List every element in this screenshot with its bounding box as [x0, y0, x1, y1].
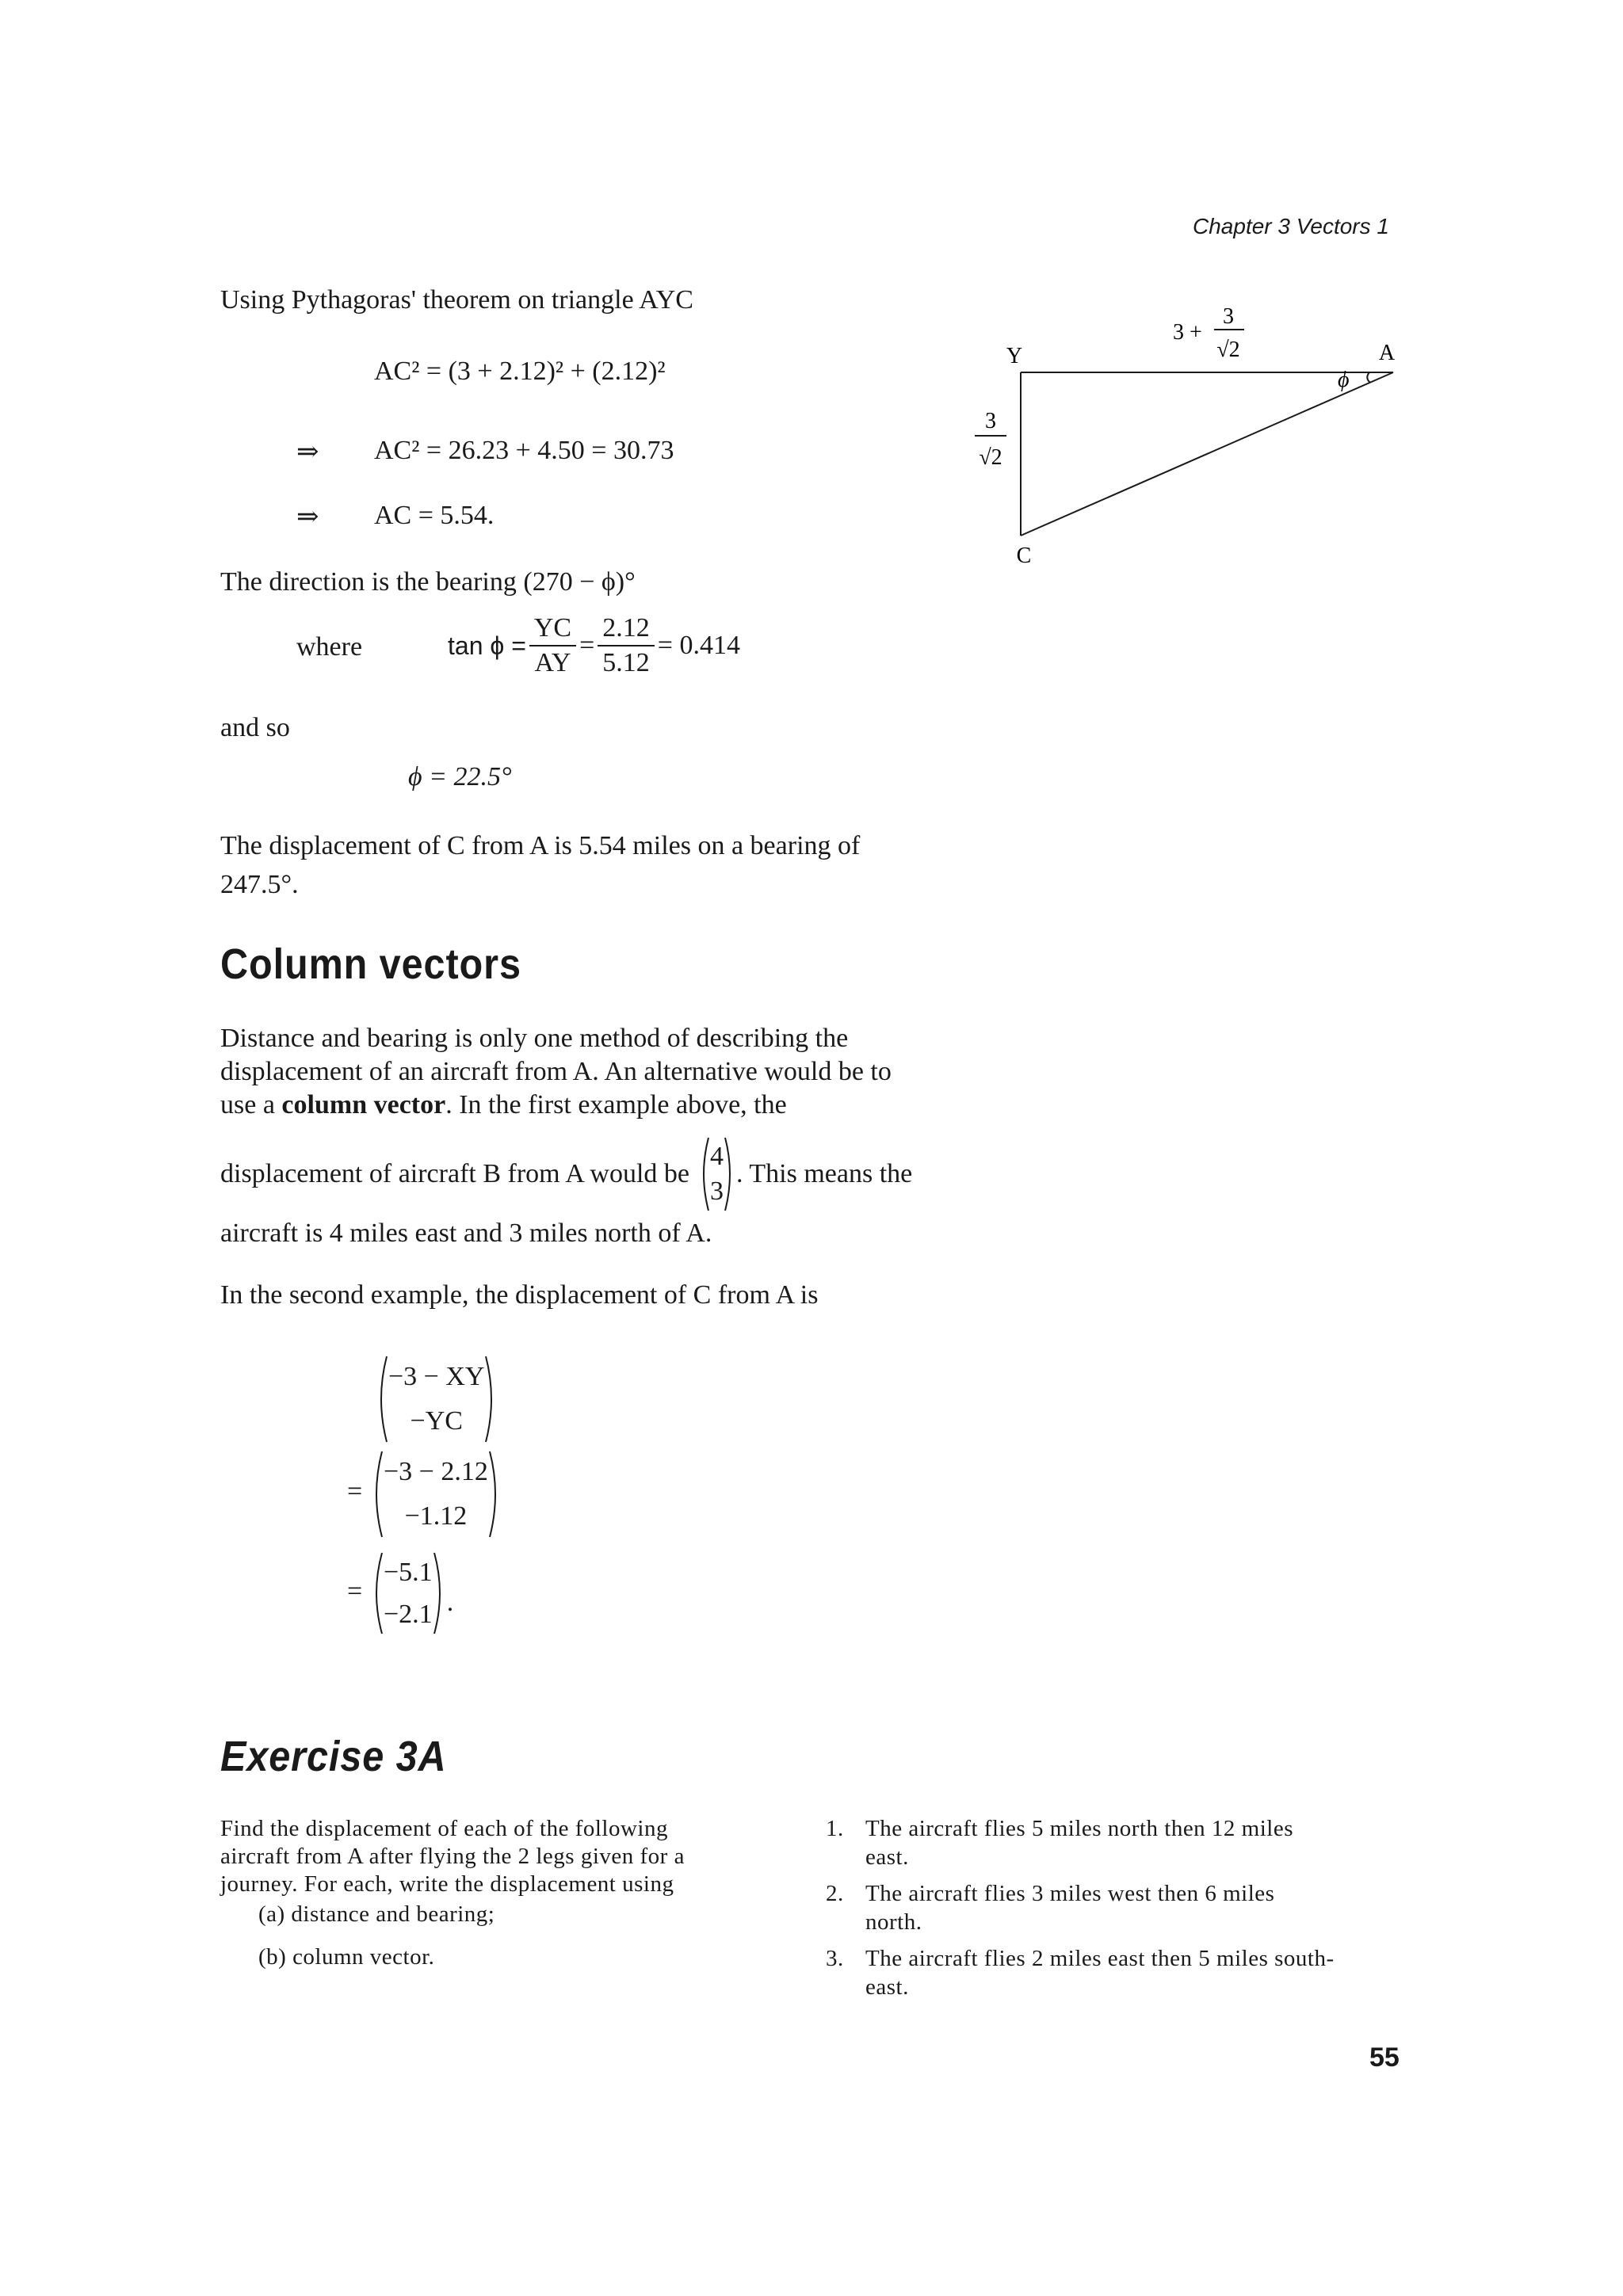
vector-top: 4 [710, 1142, 724, 1171]
top-label-prefix: 3 + [1173, 320, 1202, 345]
item-number: 1. [826, 1816, 844, 1841]
equation-ac-squared-value: AC² = 26.23 + 4.50 = 30.73 [374, 436, 674, 465]
exercise-item-3 [826, 1944, 1335, 2001]
side-ac [1021, 372, 1393, 536]
fraction-numerator: YC [529, 612, 576, 646]
displacement-line-2: 247.5°. [220, 870, 299, 899]
fraction-denominator: AY [534, 648, 571, 677]
left-paren-icon [697, 1136, 710, 1212]
exercise-item-2 [826, 1879, 1274, 1936]
vector-entries [384, 1551, 433, 1635]
item-text-cont: east. [865, 1974, 909, 2000]
displacement-line-1: The displacement of C from A is 5.54 miles on a bearing of [220, 831, 861, 860]
angle-label-phi: ϕ [1338, 368, 1350, 392]
triangle-diagram [935, 293, 1442, 578]
left-paren-icon [374, 1355, 388, 1444]
side-fraction-num: 3 [985, 409, 996, 433]
vector-bottom: 3 [710, 1177, 724, 1206]
vector-entries [384, 1450, 488, 1539]
vertex-label-c: C [1016, 543, 1032, 568]
vector-entries [388, 1355, 484, 1444]
direction-text: The direction is the bearing (270 − ϕ)° [220, 567, 636, 597]
paragraph-line: displacement of an aircraft from A. An alternative would be to [220, 1057, 892, 1086]
right-paren-icon [484, 1355, 498, 1444]
equation-ac-squared: AC² = (3 + 2.12)² + (2.12)² [374, 357, 666, 386]
equals-sign: = [347, 1577, 363, 1606]
paragraph-line [220, 1089, 787, 1122]
phi-result: ϕ = 22.5° [408, 762, 512, 791]
implies-arrow: ⇒ [296, 437, 319, 467]
and-so-text: and so [220, 713, 290, 742]
equals-sign: = [347, 1477, 363, 1506]
exercise-item-1 [826, 1814, 1293, 1871]
period: . [446, 1588, 454, 1617]
fraction-denominator: 5.12 [602, 648, 650, 677]
section-heading-column-vectors: Column vectors [220, 940, 521, 988]
equation-ac-value: AC = 5.54. [374, 501, 495, 530]
vertex-label-a: A [1378, 341, 1396, 365]
vector-bottom: −YC [410, 1406, 463, 1436]
column-vector-3 [369, 1551, 453, 1635]
page-number: 55 [1369, 2042, 1400, 2073]
section-heading-exercise: Exercise 3A [220, 1733, 447, 1780]
where-label: where [296, 632, 363, 662]
top-fraction-num: 3 [1223, 304, 1234, 329]
chapter-header: Chapter 3 Vectors 1 [1193, 214, 1389, 238]
exercise-intro-line: Find the displacement of each of the following [220, 1816, 668, 1841]
item-number: 2. [826, 1881, 844, 1906]
angle-arc [1367, 372, 1370, 383]
paragraph-line: Distance and bearing is only one method of describing the [220, 1024, 849, 1053]
item-text: The aircraft flies 2 miles east then 5 miles south- [865, 1946, 1335, 1971]
exercise-option-a: (a) distance and bearing; [258, 1901, 495, 1927]
vector-entries [710, 1139, 724, 1209]
vector-top: −3 − 2.12 [384, 1457, 488, 1486]
item-text: The aircraft flies 5 miles north then 12 miles [865, 1816, 1294, 1841]
column-vector-2 [369, 1450, 502, 1539]
tan-lhs: tan ϕ = [448, 631, 526, 660]
side-fraction-den: √2 [979, 445, 1002, 470]
term-column-vector: column vector [281, 1090, 446, 1119]
tan-equation [448, 612, 740, 680]
left-paren-icon [369, 1551, 384, 1635]
item-text-cont: east. [865, 1844, 909, 1870]
fraction-yc-ay [529, 612, 576, 680]
equals-sign: = [579, 631, 595, 660]
text-run: . This means the [736, 1159, 913, 1188]
paragraph-line: aircraft is 4 miles east and 3 miles north of A. [220, 1219, 712, 1248]
pythag-intro: Using Pythagoras' theorem on triangle AYC [220, 285, 693, 315]
item-text-cont: north. [865, 1909, 922, 1935]
item-text: The aircraft flies 3 miles west then 6 miles [865, 1881, 1275, 1906]
column-vector-1 [374, 1355, 498, 1444]
item-number: 3. [826, 1946, 844, 1971]
implies-arrow: ⇒ [296, 502, 319, 532]
paragraph-line-with-vector [220, 1136, 912, 1212]
exercise-intro-line: journey. For each, write the displacement using [220, 1871, 674, 1897]
vector-bottom: −2.1 [384, 1600, 433, 1629]
vector-top: −5.1 [384, 1558, 433, 1587]
tan-result: = 0.414 [657, 631, 740, 660]
paragraph-second-example: In the second example, the displacement of C from A is [220, 1280, 819, 1310]
column-vector-4-3 [697, 1136, 736, 1212]
top-fraction-den: √2 [1216, 338, 1240, 362]
text-run: displacement of aircraft B from A would be [220, 1159, 689, 1188]
fraction-values [598, 612, 655, 680]
right-paren-icon [488, 1450, 502, 1539]
vertex-label-y: Y [1006, 344, 1023, 368]
fraction-numerator: 2.12 [598, 612, 655, 646]
right-paren-icon [433, 1551, 447, 1635]
vector-bottom: −1.12 [404, 1501, 468, 1531]
exercise-intro-line: aircraft from A after flying the 2 legs given for a [220, 1844, 685, 1869]
text-run: . In the first example above, the [445, 1090, 787, 1119]
vector-top: −3 − XY [388, 1362, 485, 1391]
right-paren-icon [724, 1136, 736, 1212]
text-run: use a [220, 1090, 282, 1119]
exercise-option-b: (b) column vector. [258, 1944, 435, 1970]
left-paren-icon [369, 1450, 384, 1539]
